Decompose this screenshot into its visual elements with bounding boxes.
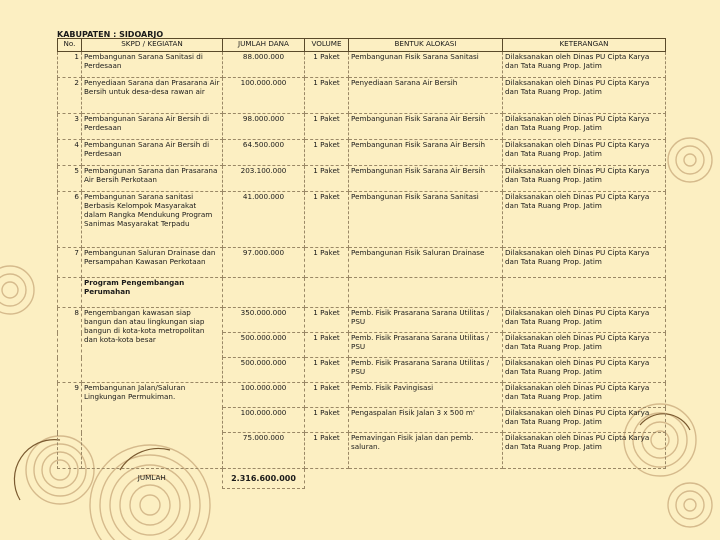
cell-keterangan: Dilaksanakan oleh Dinas PU Cipta Karya dan Tata Ruang Prop. Jatim xyxy=(503,192,666,248)
cell-keterangan: Dilaksanakan oleh Dinas PU Cipta Karya dan Tata Ruang Prop. Jatim xyxy=(503,166,666,192)
cell-kegiatan: Pembangunan Sarana Air Bersih di Perdesaan xyxy=(82,114,223,140)
cell-bentuk: Pemb. Fisik Prasarana Sarana Utilitas / PSU xyxy=(349,358,503,383)
cell-keterangan: Dilaksanakan oleh Dinas PU Cipta Karya dan Tata Ruang Prop. Jatim xyxy=(503,78,666,114)
cell-no: 6 xyxy=(58,192,82,248)
header-kegiatan: SKPD / KEGIATAN xyxy=(82,39,223,52)
cell-bentuk: Pembangunan Fisik Sarana Sanitasi xyxy=(349,192,503,248)
cell-dana: 500.000.000 xyxy=(223,358,305,383)
cell-dana: 41.000.000 xyxy=(223,192,305,248)
cell-volume: 1 Paket xyxy=(305,358,349,383)
cell-kegiatan: Pembangunan Sarana dan Prasarana Air Bersih Perkotaan xyxy=(82,166,223,192)
cell-dana: 98.000.000 xyxy=(223,114,305,140)
cell-no: 9 xyxy=(58,383,82,469)
header-keterangan: KETERANGAN xyxy=(503,39,666,52)
cell-keterangan: Dilaksanakan oleh Dinas PU Cipta Karya dan Tata Ruang Prop. Jatim xyxy=(503,358,666,383)
cell-keterangan: Dilaksanakan oleh Dinas PU Cipta Karya dan Tata Ruang Prop. Jatim xyxy=(503,308,666,333)
cell-bentuk: Pemavingan Fisik jalan dan pemb. saluran. xyxy=(349,433,503,469)
cell-volume: 1 Paket xyxy=(305,433,349,469)
cell-keterangan: Dilaksanakan oleh Dinas PU Cipta Karya dan Tata Ruang Prop. Jatim xyxy=(503,433,666,469)
cell-dana: 75.000.000 xyxy=(223,433,305,469)
table-row xyxy=(58,248,666,278)
cell-volume: 1 Paket xyxy=(305,114,349,140)
table-row xyxy=(58,52,666,78)
cell-volume: 1 Paket xyxy=(305,52,349,78)
cell-volume: 1 Paket xyxy=(305,248,349,278)
cell-keterangan: Dilaksanakan oleh Dinas PU Cipta Karya dan Tata Ruang Prop. Jatim xyxy=(503,333,666,358)
cell-bentuk: Pembangunan Fisik Sarana Sanitasi xyxy=(349,52,503,78)
table-row xyxy=(58,114,666,140)
cell-dana: 350.000.000 xyxy=(223,308,305,333)
cell-dana: 64.500.000 xyxy=(223,140,305,166)
cell-volume: 1 Paket xyxy=(305,333,349,358)
cell-volume: 1 Paket xyxy=(305,192,349,248)
cell-bentuk: Penyediaan Sarana Air Bersih xyxy=(349,78,503,114)
allocation-table xyxy=(57,38,666,489)
cell-volume: 1 Paket xyxy=(305,408,349,433)
cell-kegiatan: Pembangunan Sarana Air Bersih di Perdesaan xyxy=(82,140,223,166)
total-value: 2.316.600.000 xyxy=(223,469,305,489)
cell-dana: 100.000.000 xyxy=(223,78,305,114)
total-row xyxy=(58,469,666,489)
cell-no: 7 xyxy=(58,248,82,278)
cell-no: 5 xyxy=(58,166,82,192)
cell-bentuk: Pemb. Fisik Prasarana Sarana Utilitas / PSU xyxy=(349,333,503,358)
cell-bentuk: Pembangunan Fisik Sarana Air Bersih xyxy=(349,114,503,140)
cell-dana: 500.000.000 xyxy=(223,333,305,358)
cell-no: 1 xyxy=(58,52,82,78)
program-row xyxy=(58,278,666,308)
cell-keterangan: Dilaksanakan oleh Dinas PU Cipta Karya dan Tata Ruang Prop. Jatim xyxy=(503,140,666,166)
cell-keterangan: Dilaksanakan oleh Dinas PU Cipta Karya dan Tata Ruang Prop. Jatim xyxy=(503,248,666,278)
cell-kegiatan: Pengembangan kawasan siap bangun dan atau lingkungan siap bangun di kota-kota metropolitan dan kota-kota besar xyxy=(82,308,223,383)
cell-kegiatan: Pembangunan Jalan/Saluran Lingkungan Permukiman. xyxy=(82,383,223,469)
table-row xyxy=(58,383,666,408)
cell-bentuk: Pemb. Fisik Prasarana Sarana Utilitas / PSU xyxy=(349,308,503,333)
cell-volume: 1 Paket xyxy=(305,166,349,192)
cell-bentuk: Pembangunan Fisik Sarana Air Bersih xyxy=(349,140,503,166)
cell-volume: 1 Paket xyxy=(305,308,349,333)
cell-no: 2 xyxy=(58,78,82,114)
header-bentuk: BENTUK ALOKASI xyxy=(349,39,503,52)
header-dana: JUMLAH DANA xyxy=(223,39,305,52)
cell-dana: 100.000.000 xyxy=(223,383,305,408)
cell-kegiatan: Pembangunan Sarana Sanitasi di Perdesaan xyxy=(82,52,223,78)
page-heading: KABUPATEN : SIDOARJO xyxy=(57,30,164,39)
cell-volume: 1 Paket xyxy=(305,78,349,114)
header-no: No. xyxy=(58,39,82,52)
cell-dana: 100.000.000 xyxy=(223,408,305,433)
table-row xyxy=(58,78,666,114)
cell-dana: 97.000.000 xyxy=(223,248,305,278)
table-row xyxy=(58,308,666,333)
cell-bentuk: Pembangunan Fisik Saluran Drainase xyxy=(349,248,503,278)
cell-bentuk: Pemb. Fisik Pavingisasi xyxy=(349,383,503,408)
cell-bentuk: Pengaspalan Fisik Jalan 3 x 500 m' xyxy=(349,408,503,433)
table-header-row xyxy=(58,39,666,52)
cell-keterangan: Dilaksanakan oleh Dinas PU Cipta Karya dan Tata Ruang Prop. Jatim xyxy=(503,114,666,140)
cell-no: 4 xyxy=(58,140,82,166)
cell-keterangan: Dilaksanakan oleh Dinas PU Cipta Karya dan Tata Ruang Prop. Jatim xyxy=(503,52,666,78)
cell-kegiatan: Pembangunan Sarana sanitasi Berbasis Kelompok Masyarakat dalam Rangka Mendukung Program Sanimas Masyarakat Terpadu xyxy=(82,192,223,248)
cell-no: 8 xyxy=(58,308,82,383)
cell-kegiatan: Pembangunan Saluran Drainase dan Persampahan Kawasan Perkotaan xyxy=(82,248,223,278)
table-row xyxy=(58,192,666,248)
header-volume: VOLUME xyxy=(305,39,349,52)
cell-kegiatan: Penyediaan Sarana dan Prasarana Air Bersih untuk desa-desa rawan air xyxy=(82,78,223,114)
table-row xyxy=(58,166,666,192)
cell-no: 3 xyxy=(58,114,82,140)
cell-keterangan: Dilaksanakan oleh Dinas PU Cipta Karya dan Tata Ruang Prop. Jatim xyxy=(503,408,666,433)
table-row xyxy=(58,140,666,166)
cell-dana: 88.000.000 xyxy=(223,52,305,78)
cell-dana: 203.100.000 xyxy=(223,166,305,192)
cell-bentuk: Pembangunan Fisik Sarana Air Bersih xyxy=(349,166,503,192)
cell-volume: 1 Paket xyxy=(305,383,349,408)
cell-keterangan: Dilaksanakan oleh Dinas PU Cipta Karya dan Tata Ruang Prop. Jatim xyxy=(503,383,666,408)
total-label: JUMLAH xyxy=(137,473,166,483)
program-title: Program Pengembangan Perumahan xyxy=(82,278,223,308)
cell-volume: 1 Paket xyxy=(305,140,349,166)
